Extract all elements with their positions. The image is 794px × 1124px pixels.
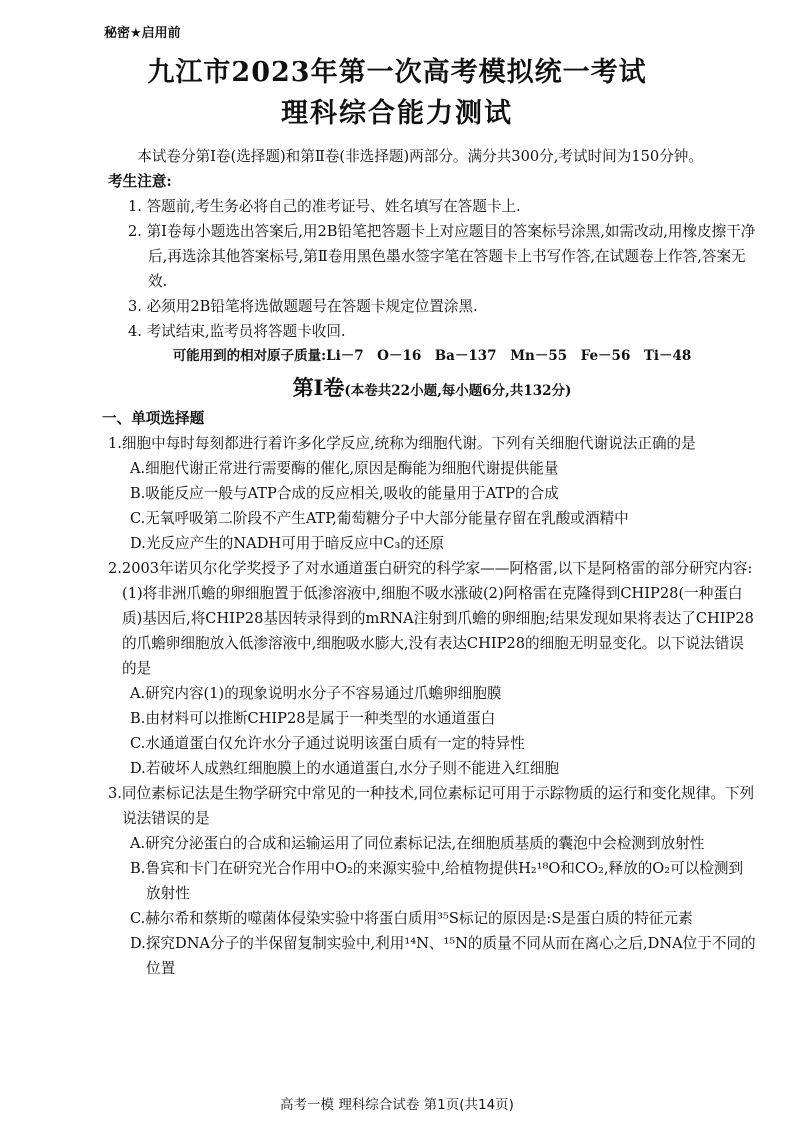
exam-title: 九江市2023年第一次高考模拟统一考试 [147, 57, 647, 88]
option: D.光反应产生的NADH可用于暗反应中C₃的还原 [130, 535, 445, 552]
section-title [108, 375, 756, 404]
notice-heading: 考生注意: [108, 173, 172, 190]
option: C.无氧呼吸第二阶段不产生ATP,葡萄糖分子中大部分能量存留在乳酸或酒精中 [130, 510, 629, 527]
question-1 [108, 431, 756, 556]
option: B.鲁宾和卡门在研究光合作用中O₂的来源实验中,给植物提供H₂¹⁸O和CO₂,释放的O₂可以检测到放射性 [130, 860, 744, 902]
intro-paragraph: 本试卷分第Ⅰ卷(选择题)和第Ⅱ卷(非选择题)两部分。满分共300分,考试时间为150分钟。 [137, 148, 703, 165]
option: D.若破坏人成熟红细胞膜上的水通道蛋白,水分子则不能进入红细胞 [130, 760, 560, 777]
page-footer: 高考一模 理科综合试卷 第1页(共14页) [280, 1097, 514, 1113]
option: B.由材料可以推断CHIP28是属于一种类型的水通道蛋白 [130, 710, 496, 727]
notice-list [108, 194, 756, 344]
exam-body [102, 144, 756, 981]
atomic-masses: 可能用到的相对原子质量:Li－7 O－16 Ba－137 Mn－55 Fe－56 Ti－48 [172, 348, 692, 364]
question-stem: 3.同位素标记法是生物学研究中常见的一种技术,同位素标记可用于示踪物质的运行和变化规律。下列说法错误的是 [108, 785, 755, 827]
option: A.细胞代谢正常进行需要酶的催化,原因是酶能为细胞代谢提供能量 [130, 460, 559, 477]
notice-item: 1. 答题前,考生务必将自己的准考证号、姓名填写在答题卡上. [128, 198, 521, 215]
option: C.赫尔希和蔡斯的噬菌体侵染实验中将蛋白质用³⁵S标记的原因是:S是蛋白质的特征元素 [130, 910, 693, 927]
section-note: (本卷共22小题,每小题6分,共132分) [344, 383, 572, 399]
confidential-label: 秘密★启用前 [104, 26, 181, 41]
exam-subtitle: 理科综合能力测试 [281, 98, 513, 129]
option: A.研究分泌蛋白的合成和运输运用了同位素标记法,在细胞质基质的囊泡中会检测到放射性 [130, 835, 705, 852]
notice-item: 4. 考试结束,监考员将答题卡收回. [128, 323, 346, 340]
option: C.水通道蛋白仅允许水分子通过说明该蛋白质有一定的特异性 [130, 735, 525, 752]
notice-item: 2. 第Ⅰ卷每小题选出答案后,用2B铅笔把答题卡上对应题目的答案标号涂黑,如需改动,用橡皮擦干净后,再选涂其他答案标号,第Ⅱ卷用黑色墨水签字笔在答题卡上书写作答,在试题卷上作答,答案无效. [128, 223, 756, 290]
option: D.探究DNA分子的半保留复制实验中,利用¹⁴N、¹⁵N的质量不同从而在离心之后,DNA位于不同的位置 [130, 935, 756, 977]
option: B.吸能反应一般与ATP合成的反应相关,吸收的能量用于ATP的合成 [130, 485, 559, 502]
notice-item: 3. 必须用2B铅笔将选做题题号在答题卡规定位置涂黑. [128, 298, 478, 315]
option: A.研究内容(1)的现象说明水分子不容易通过爪蟾卵细胞膜 [130, 685, 502, 702]
part-heading: 一、单项选择题 [102, 410, 205, 427]
section-name: 第Ⅰ卷 [292, 375, 345, 400]
question-stem: 2.2003年诺贝尔化学奖授予了对水通道蛋白研究的科学家——阿格雷,以下是阿格雷的部分研究内容:(1)将非洲爪蟾的卵细胞置于低渗溶液中,细胞不吸水涨破(2)阿格雷在克隆得到CHIP28(一种蛋白质)基因后,将CHIP28基因转录得到的mRNA注射到爪蟾的卵细胞;结果发现如果将表达了CHIP28的爪蟾卵细胞放入低渗溶液中,细胞吸水膨大,没有表达CHIP28的细胞无明显变化。以下说法错误的是 [108, 560, 754, 677]
question-2 [108, 556, 756, 781]
question-3 [108, 781, 756, 981]
question-stem: 1.细胞中每时每刻都进行着许多化学反应,统称为细胞代谢。下列有关细胞代谢说法正确的是 [108, 435, 696, 452]
